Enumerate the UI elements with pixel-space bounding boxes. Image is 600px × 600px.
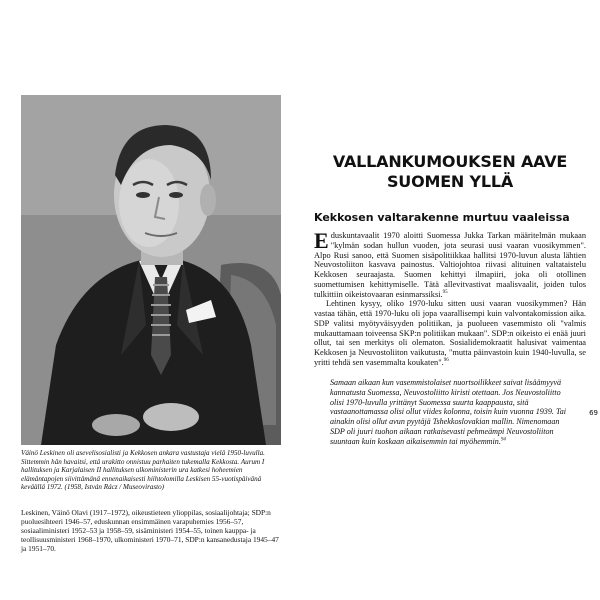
footnote-ref-94: 94 [500,437,506,443]
body-text [314,228,586,368]
paragraph-1 [314,228,586,299]
footnote-ref-95: 95 [442,289,448,295]
photo-caption: Väinö Leskinen oli asevelisosialisti ja Kekkosen ankara vastustaja vielä 1950-luvulla. Sittemmin hän havaitsi, että urakitto onnistuu parhaiten tukemalla Kekkosta. Aurum I hallituksen ja Karjalaisen II hallituksen ulkoministerin ura katkesi hoheemien elämäntapojen siivittämänä ennenaikaisesti hiihtolomilla Leskisen 55-vuotispäivänä keväällä 1972. (1958, István Rácz / Museovirasto) [21,449,265,492]
block-quote [330,378,570,447]
footnote-ref-96: 96 [443,357,449,363]
quote-text: Samaan aikaan kun vasemmistolaiset nuortsoilikkeet saivat lisäämyyvä kannatusta Suomessa, Neuvostoliitto kiristi otettaan. Jos Neuvostoliitto olisi 1970-luvulla yrittänyt Suomessa suurta kaappausta, sitä vastaanottamassa olisi ollut viides kolonna, toisin kuin vuonna 1939. Tai ainakin olisi ollut avun pyytäjä Tshekkoslovakian mallin. Nimenomaan SDP oli juuri tuohon aikaan ratkaisevasti pehmeämpi Neuvostoliiton suuntaan kuin koskaan aikaisemmin tai myöhemmin. [330,378,566,446]
chapter-title: VALLANKUMOUKSEN AAVE SUOMEN YLLÄ [332,152,568,191]
paragraph-1-text: duskuntavaalit 1970 aloitti Suomessa Jukka Tarkan määritelmän mukaan "kylmän sodan hullun vuoden, jota seurasi uusi vaaran vuosikymmen". Alpo Rusi sanoo, että Suomen sisäpolitiikkaa hallitsi 1970-luvun alusta lähtien Neuvostoliiton kasvava painostus. Valtiojohtoa riivasi alituinen valtataistelu Kekkosen seuraajasta. Suomen kehittyi ilmapiiri, joka oli otollinen suomettumisen kehittymiselle. Tätä allevitvastivat maalisvaalit, joiden tulos tulkittiin oikeistovaaran esinmarssiksi. [314,231,586,299]
paragraph-2-text: Lehtinen kysyy, oliko 1970-luku sitten uusi vaaran vuosikymmen? Hän vastaa tähän, että 1970-luku oli jopa vaarallisempi kuin valvontakomission aika. SDP valitsi myötyväisyyden politiikan, ja puolueen vasemmisto oli "valmis mukauttamaan toiveensa SKP:n politiikan mukaan". SDP:n oikeisto ei enää juuri ollut, tai sen merkitys oli olematon. Sosialidemokraatit halusivat vaimentaa Kekkosen ja Neuvostoliiton vaikutusta, "mutta päinvastoin kuin 1940-luvulla, se yritti tehdä sen vasemmalta koukaten". [314,299,586,367]
page-number: 69 [589,409,598,417]
biography-note: Leskinen, Väinö Olavi (1917–1972), oikeustieteen ylioppilas, sosiaalijohtaja; SDP:n puoluesihteeri 1946–57, eduskunnan ensimmäinen varapuhemies 1956–57, sosiaaliministeri 1952–53 ja 1958–59, sisäministeri 1954–55, toinen kauppa- ja teollisuusministeri 1968–1970, ulkoministeri 1970–71, SDP:n kansanedustaja 1945–47 ja 1951–70. [21,508,279,553]
portrait-image-icon [21,95,281,445]
portrait-photo [21,95,281,445]
paragraph-2 [314,299,586,367]
drop-cap: E [314,228,329,253]
right-page [300,0,600,600]
section-title: Kekkosen valtarakenne murtuu vaaleissa [314,211,570,224]
